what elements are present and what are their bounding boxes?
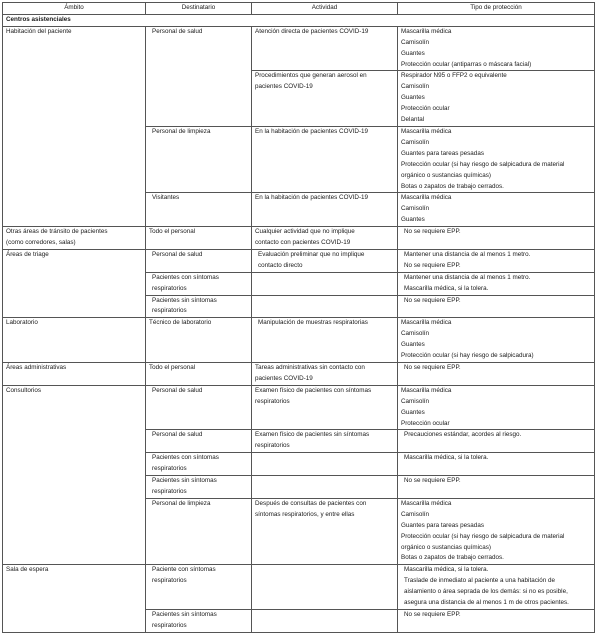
cell-proteccion: [398, 126, 595, 192]
text-line: síntomas respiratorios, y entre ellas: [255, 510, 355, 518]
cell-proteccion: No se requiere EPP.: [398, 295, 595, 318]
text-line: aislamiento o área seprada de los demás: si no es posible,: [404, 588, 568, 596]
cell-ambito: Áreas de triage: [3, 249, 146, 317]
text-line: Después de consultas de pacientes con: [255, 499, 367, 507]
text-line: Camisolín: [401, 83, 429, 91]
text-line: Mantener una distancia de al menos 1 metro.: [404, 273, 531, 281]
text-line: Camisolín: [401, 330, 429, 338]
text-line: pacientes COVID-19: [255, 83, 313, 91]
cell-actividad: [252, 272, 398, 295]
table-row: [3, 318, 595, 363]
text-line: Guantes: [401, 216, 425, 224]
cell-actividad: [252, 609, 398, 632]
cell-destinatario: Todo el personal: [146, 363, 252, 386]
text-line: Guantes: [401, 94, 425, 102]
cell-proteccion: No se requiere EPP.: [398, 363, 595, 386]
text-line: Mascarilla médica, si la tolera.: [404, 284, 489, 292]
text-line: Camisolín: [401, 205, 429, 213]
cell-proteccion: No se requiere EPP.: [398, 609, 595, 632]
text-line: Botas o zapatos de trabajo cerrados.: [401, 182, 504, 190]
text-line: respiratorios: [152, 577, 187, 585]
text-line: Camisolín: [401, 397, 429, 405]
cell-destinatario: [146, 272, 252, 295]
cell-destinatario: [146, 476, 252, 499]
text-line: Mantener una distancia de al menos 1 metro.: [404, 250, 531, 258]
cell-proteccion: [398, 71, 595, 127]
text-line: respiratorios: [152, 465, 187, 473]
text-line: asegura una distancia de al menos 1 m de otros pacientes.: [404, 599, 569, 607]
text-line: Paciente con síntomas: [152, 566, 216, 574]
table-row: [3, 363, 595, 386]
text-line: Otras áreas de tránsito de pacientes: [6, 228, 108, 236]
table-row: [3, 385, 595, 430]
table-header-row: [3, 3, 595, 15]
text-line: Protección ocular: [401, 419, 450, 427]
text-line: Protección ocular (si hay riesgo de salpicadura de material: [401, 532, 565, 540]
text-line: Mascarilla médica: [401, 194, 452, 202]
cell-proteccion: [398, 193, 595, 227]
cell-actividad: [252, 363, 398, 386]
text-line: Examen físico de pacientes sin síntomas: [255, 431, 370, 439]
section-row: [3, 14, 595, 26]
cell-proteccion: [398, 385, 595, 430]
text-line: Mascarilla médica: [401, 319, 452, 327]
cell-proteccion: [398, 249, 595, 272]
header-ambito: Ámbito: [3, 3, 146, 15]
cell-ambito: Sala de espera: [3, 565, 146, 632]
cell-actividad: [252, 498, 398, 564]
text-line: Procedimientos que generan aerosol en: [255, 72, 367, 80]
text-line: respiratorios: [152, 284, 187, 292]
cell-actividad: [252, 295, 398, 318]
cell-actividad: [252, 71, 398, 127]
text-line: No se requiere EPP.: [404, 261, 461, 269]
text-line: Guantes para tareas pesadas: [401, 149, 484, 157]
header-destinatario: Destinatario: [146, 3, 252, 15]
cell-destinatario: [146, 453, 252, 476]
text-line: respiratorios: [152, 487, 187, 495]
cell-destinatario: [146, 295, 252, 318]
table-row: [3, 249, 595, 272]
text-line: Pacientes sin síntomas: [152, 296, 217, 304]
text-line: respiratorios: [152, 307, 187, 315]
cell-actividad: [252, 476, 398, 499]
cell-actividad: En la habitación de pacientes COVID-19: [252, 193, 398, 227]
text-line: Pacientes sin síntomas: [152, 610, 217, 618]
cell-destinatario: Todo el personal: [146, 227, 252, 250]
cell-destinatario: Personal de limpieza: [146, 126, 252, 192]
text-line: Delantal: [401, 116, 425, 124]
cell-proteccion: [398, 272, 595, 295]
cell-ambito: Laboratorio: [3, 318, 146, 363]
text-line: (como corredores, salas): [6, 239, 76, 247]
section-title: Centros asistenciales: [3, 14, 595, 26]
text-line: Protección ocular (si hay riesgo de salpicadura de material: [401, 160, 565, 168]
cell-proteccion: No se requiere EPP.: [398, 476, 595, 499]
text-line: Guantes: [401, 49, 425, 57]
cell-actividad: [252, 453, 398, 476]
cell-actividad: Atención directa de pacientes COVID-19: [252, 26, 398, 71]
text-line: respiratorios: [255, 442, 290, 450]
cell-proteccion: [398, 498, 595, 564]
text-line: Mascarilla médica: [401, 27, 452, 35]
text-line: Traslade de inmediato al paciente a una habitación de: [404, 577, 555, 585]
cell-actividad: Manipulación de muestras respiratorias: [252, 318, 398, 363]
text-line: Pacientes sin síntomas: [152, 477, 217, 485]
text-line: Mascarilla médica, si la tolera.: [404, 566, 489, 574]
text-line: respiratorios: [152, 621, 187, 629]
cell-ambito: [3, 227, 146, 250]
cell-proteccion: No se requiere EPP.: [398, 227, 595, 250]
text-line: Examen físico de pacientes con síntomas: [255, 386, 372, 394]
ppe-table: [2, 2, 595, 633]
cell-destinatario: Personal de salud: [146, 385, 252, 430]
text-line: orgánico o sustancias químicas): [401, 171, 491, 179]
text-line: Pacientes con síntomas: [152, 454, 219, 462]
cell-actividad: [252, 385, 398, 430]
table-row: [3, 227, 595, 250]
cell-ambito: Consultorios: [3, 385, 146, 565]
cell-destinatario: Técnico de laboratorio: [146, 318, 252, 363]
text-line: Guantes: [401, 408, 425, 416]
cell-actividad: [252, 227, 398, 250]
text-line: Guantes para tareas pesadas: [401, 521, 484, 529]
text-line: Tareas administrativas sin contacto con: [255, 364, 365, 371]
cell-actividad: [252, 249, 398, 272]
cell-destinatario: Personal de salud: [146, 430, 252, 453]
cell-destinatario: Visitantes: [146, 193, 252, 227]
cell-actividad: [252, 430, 398, 453]
cell-destinatario: Personal de limpieza: [146, 498, 252, 564]
text-line: Evaluación preliminar que no implique: [258, 250, 365, 258]
text-line: contacto directo: [258, 261, 303, 269]
cell-proteccion: Mascarilla médica, si la tolera.: [398, 453, 595, 476]
text-line: Pacientes con síntomas: [152, 273, 219, 281]
text-line: Protección ocular (si hay riesgo de salpicadura): [401, 352, 534, 360]
table-row: [3, 26, 595, 71]
text-line: respiratorios: [255, 397, 290, 405]
header-actividad: Actividad: [252, 3, 398, 15]
text-line: Guantes: [401, 341, 425, 349]
text-line: Camisolín: [401, 38, 429, 46]
text-line: orgánico o sustancias químicas): [401, 543, 491, 551]
cell-proteccion: [398, 318, 595, 363]
cell-destinatario: [146, 609, 252, 632]
cell-ambito: Habitación del paciente: [3, 26, 146, 226]
text-line: Cualquier actividad que no implique: [255, 228, 355, 236]
cell-actividad: En la habitación de pacientes COVID-19: [252, 126, 398, 192]
text-line: Mascarilla médica: [401, 499, 452, 507]
cell-proteccion: [398, 26, 595, 71]
cell-destinatario: Personal de salud: [146, 26, 252, 126]
text-line: Protección ocular (antiparras o máscara facial): [401, 60, 532, 68]
header-proteccion: Tipo de protección: [398, 3, 595, 15]
text-line: Botas o zapatos de trabajo cerrados.: [401, 554, 504, 562]
text-line: Camisolín: [401, 138, 429, 146]
text-line: contacto con pacientes COVID-19: [255, 239, 351, 247]
text-line: Mascarilla médica: [401, 386, 452, 394]
text-line: Camisolín: [401, 510, 429, 518]
cell-ambito: Áreas administrativas: [3, 363, 146, 386]
text-line: Mascarilla médica: [401, 127, 452, 135]
cell-proteccion: Precauciones estándar, acordes al riesgo.: [398, 430, 595, 453]
text-line: Respirador N95 o FFP2 o equivalente: [401, 72, 507, 80]
text-line: Protección ocular: [401, 105, 450, 113]
cell-destinatario: Personal de salud: [146, 249, 252, 272]
text-line: pacientes COVID-19: [255, 374, 313, 382]
